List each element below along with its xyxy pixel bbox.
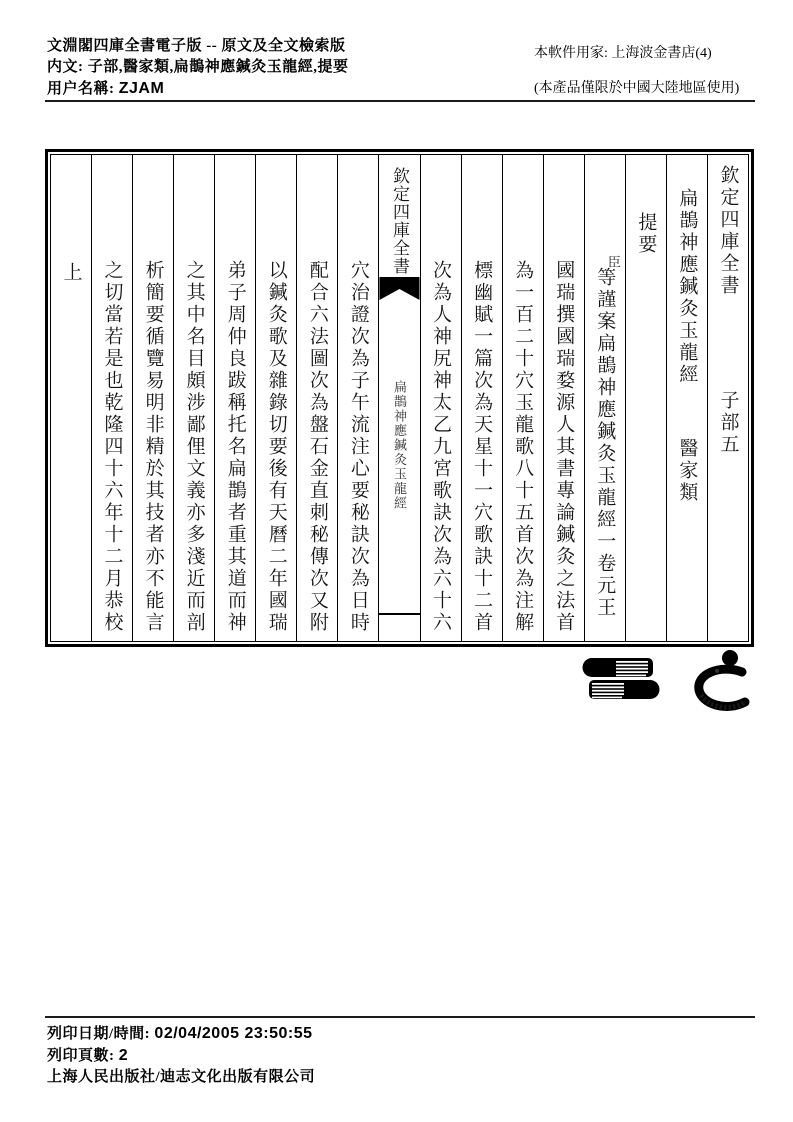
print-pages-value: 2 xyxy=(118,1047,129,1064)
column-text: 以鍼灸歌及雜錄切要後有天曆二年國瑞 xyxy=(265,260,287,634)
book-column xyxy=(666,155,707,641)
column-text: 國瑞撰國瑞婺源人其書專論鍼灸之法首 xyxy=(553,260,575,634)
book-column xyxy=(625,155,666,641)
book-center-column xyxy=(378,155,419,641)
header-divider xyxy=(45,100,755,102)
book-column xyxy=(461,155,502,641)
column-text: 為一百二十穴玉龍歌八十五首次為注解 xyxy=(512,260,534,634)
book-column xyxy=(132,155,173,641)
column-text: 標幽賦一篇次為天星十一穴歌訣十二首 xyxy=(471,260,493,634)
print-datetime-value: 02/04/2005 23:50:55 xyxy=(154,1025,313,1042)
user-name-value: ZJAM xyxy=(118,80,165,97)
stacked-books-icon xyxy=(580,656,662,704)
book-column xyxy=(173,155,214,641)
banxin-book-title: 扁鵲神應鍼灸玉龍經 xyxy=(391,380,407,511)
content-path-value: 子部,醫家類,扁鵲神應鍼灸玉龍經,提要 xyxy=(87,59,349,75)
footer-divider xyxy=(45,1016,755,1018)
column-text: 子部五 xyxy=(717,390,739,456)
column-text: 穴治證次為子午流注心要秘訣次為日時 xyxy=(347,260,369,634)
book-columns xyxy=(50,154,749,642)
book-column xyxy=(214,155,255,641)
column-text: 之其中名目頗涉鄙俚文義亦多淺近而剖 xyxy=(183,260,205,634)
column-text: 配合六法圖次為盤石金直刺秘傳次又附 xyxy=(306,260,328,634)
header-right xyxy=(534,44,739,114)
book-column xyxy=(543,155,584,641)
column-text: 之切當若是也乾隆四十六年十二月恭校 xyxy=(101,260,123,634)
column-text: 上 xyxy=(60,262,82,284)
column-text: 提要 xyxy=(635,212,657,256)
book-column xyxy=(707,155,748,641)
print-pages-line xyxy=(47,1045,315,1067)
column-text: 析簡要循覽易明非精於其技者亦不能言 xyxy=(142,260,164,634)
book-column xyxy=(502,155,543,641)
column-text: 扁鵲神應鍼灸玉龍經 xyxy=(676,188,698,386)
footer xyxy=(47,1023,315,1088)
publisher-line: 上海人民出版社/迪志文化出版有限公司 xyxy=(47,1069,316,1085)
region-notice: (本產品僅限於中國大陸地區使用) xyxy=(534,81,740,96)
print-datetime-line xyxy=(47,1023,315,1045)
column-text: 醫家類 xyxy=(676,438,698,504)
column-text: 弟子周仲良跋稱托名扁鵲者重其道而神 xyxy=(224,260,246,634)
app-title: 文淵閣四庫全書電子版 -- 原文及全文檢索版 xyxy=(47,38,346,54)
print-pages-label: 列印頁數: xyxy=(47,1048,119,1064)
banxin-title: 欽定四庫全書 xyxy=(389,167,409,275)
banxin-divider xyxy=(379,613,419,615)
user-name-line xyxy=(47,78,349,100)
book-column xyxy=(296,155,337,641)
header-left xyxy=(47,36,349,100)
book-column xyxy=(420,155,461,641)
book-page xyxy=(45,149,754,647)
book-column xyxy=(337,155,378,641)
licensee-value: 上海波金書店(4) xyxy=(611,46,712,61)
book-column xyxy=(51,155,91,641)
print-datetime-label: 列印日期/時間: xyxy=(47,1026,155,1042)
column-text: 次為人神尻神太乙九宮歌訣次為六十六 xyxy=(430,260,452,634)
licensee-line xyxy=(534,44,739,64)
book-column xyxy=(91,155,132,641)
column-text: 欽定四庫全書 xyxy=(717,165,739,297)
licensee-label: 本軟件用家: xyxy=(534,46,612,61)
column-text: 臣 xyxy=(605,255,621,269)
column-text: 等謹案扁鵲神應鍼灸玉龍經一卷元王 xyxy=(594,267,616,619)
book-column xyxy=(584,155,625,641)
content-path xyxy=(47,57,349,78)
brush-seal-icon xyxy=(686,648,756,720)
fishtail-tab xyxy=(379,277,419,300)
content-path-label: 内文: xyxy=(47,59,88,75)
user-name-label: 用户名稱: xyxy=(47,81,119,97)
book-column xyxy=(255,155,296,641)
